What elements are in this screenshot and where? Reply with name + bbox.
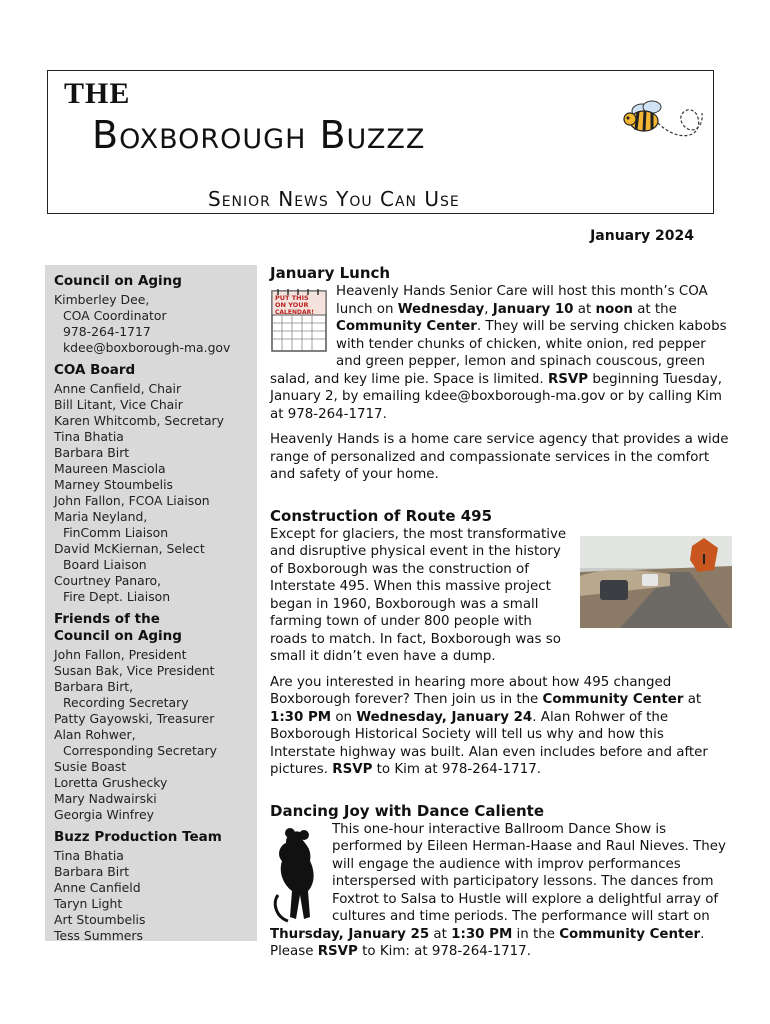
friends-heading-line-1: Friends of the (54, 611, 160, 627)
january-lunch-article (270, 263, 732, 484)
issue-date: January 2024 (590, 228, 694, 244)
calendar-text-1: PUT THIS (275, 294, 309, 302)
friends-member: Georgia Winfrey (54, 807, 154, 822)
route-495-paragraph-1: Except for glaciers, the most transformative and disruptive physical event in the history of Boxborough was the construction of Interstate 495. When this massive project began in 1960, Boxborough was a small farming town of under 800 people with roads to match. In fact, Boxborough was so small it didn’t even have a dump. (270, 526, 567, 664)
newsletter-title: Boxborough Buzzz (92, 113, 426, 157)
board-member: Courtney Panaro, (54, 573, 162, 588)
friends-member: Susan Bak, Vice President (54, 663, 215, 678)
friends-member: Alan Rohwer, (54, 727, 136, 742)
buzz-team-member: Taryn Light (54, 896, 123, 911)
friends-member: John Fallon, President (54, 647, 187, 662)
coa-email: kdee@boxborough-ma.gov (63, 340, 231, 355)
council-on-aging-section (54, 273, 257, 356)
coa-line: 978-264-1717 (63, 324, 151, 339)
january-lunch-paragraph-1: Heavenly Hands Senior Care will host this month’s COA lunch on Wednesday, January 10 at noon at the Community Center. They will be serving chicken kabobs with tender chunks of chicken, white onion, red pepper and green pepper, lemon and spinach couscous, green salad, and key lime pie. Space is limited. RSVP beginning Tuesday, January 2, by emailing kdee@boxborough-ma.gov or by calling Kim at 978-264-1717. (270, 284, 727, 422)
friends-heading-line-2: Council on Aging (54, 628, 182, 644)
board-member-role: Board Liaison (63, 557, 147, 572)
buzz-team-member: Art Stoumbelis (54, 912, 146, 927)
dance-article (270, 801, 732, 961)
buzz-team-member: Barbara Birt (54, 864, 130, 879)
january-lunch-title: January Lunch (270, 264, 391, 282)
friends-member: Susie Boast (54, 759, 127, 774)
dance-paragraph: This one-hour interactive Ballroom Dance Show is performed by Eileen Herman-Haase and Raul Nieves. They will engage the audience with improv performances interspersed with participatory lessons. The dances from Foxtrot to Salsa to Hustle will explore a delightful array of cultures and time periods. The performance will start on Thursday, January 25 at 1:30 PM in the Community Center. Please RSVP to Kim: at 978-264-1717. (270, 821, 726, 959)
friends-member: Patty Gayowski, Treasurer (54, 711, 215, 726)
calendar-icon (270, 287, 328, 353)
board-member: Karen Whitcomb, Secretary (54, 413, 224, 428)
board-member: Maureen Masciola (54, 461, 166, 476)
coa-heading: Council on Aging (54, 273, 182, 289)
board-member-role: FinComm Liaison (63, 525, 169, 540)
route-495-title: Construction of Route 495 (270, 506, 493, 525)
board-member: John Fallon, FCOA Liaison (54, 493, 210, 508)
friends-member-role: Recording Secretary (63, 695, 189, 710)
coa-board-section (54, 362, 257, 605)
masthead-the: THE (64, 77, 131, 110)
buzz-team-section (54, 829, 257, 944)
dancing-couple-silhouette (270, 825, 326, 925)
route-495-paragraph-2: Are you interested in hearing more about how 495 changed Boxborough forever? Then join us in the Community Center at 1:30 PM on Wednesday, January 24. Alan Rohwer of the Boxborough Historical Society will tell us why and how this Interstate highway was built. Alan even includes before and after pictures. RSVP to Kim at 978-264-1717. (270, 674, 708, 777)
friends-member-role: Corresponding Secretary (63, 743, 217, 758)
main-column (270, 263, 732, 975)
coa-line: COA Coordinator (63, 308, 167, 323)
board-member: David McKiernan, Select (54, 541, 205, 556)
board-member: Maria Neyland, (54, 509, 148, 524)
board-member: Tina Bhatia (54, 429, 124, 444)
calendar-text-3: CALENDAR! (275, 309, 314, 316)
route-495-article (270, 506, 732, 779)
calendar-text-2: ON YOUR (275, 301, 309, 309)
board-member: Barbara Birt (54, 445, 130, 460)
board-member-role: Fire Dept. Liaison (63, 589, 171, 604)
buzz-team-member: Tess Summers (54, 928, 143, 943)
buzz-team-member: Anne Canfield (54, 880, 141, 895)
friends-section (54, 611, 257, 823)
highway-construction-photo (580, 536, 732, 628)
friends-member: Mary Nadwairski (54, 791, 157, 806)
bee-icon (618, 83, 708, 163)
newsletter-subtitle: Senior News You Can Use (208, 187, 460, 211)
board-member: Marney Stoumbelis (54, 477, 173, 492)
board-member: Bill Litant, Vice Chair (54, 397, 183, 412)
friends-member: Barbara Birt, (54, 679, 134, 694)
friends-member: Loretta Grushecky (54, 775, 168, 790)
board-heading: COA Board (54, 362, 136, 378)
coa-line: Kimberley Dee, (54, 292, 150, 307)
sidebar (45, 265, 257, 941)
january-lunch-paragraph-2: Heavenly Hands is a home care service agency that provides a wide range of personalized and compassionate services in the comfort and safety of your home. (270, 432, 729, 482)
buzz-team-heading: Buzz Production Team (54, 829, 222, 845)
dance-title: Dancing Joy with Dance Caliente (270, 801, 545, 820)
masthead (47, 70, 714, 214)
board-member: Anne Canfield, Chair (54, 381, 182, 396)
buzz-team-member: Tina Bhatia (54, 848, 124, 863)
